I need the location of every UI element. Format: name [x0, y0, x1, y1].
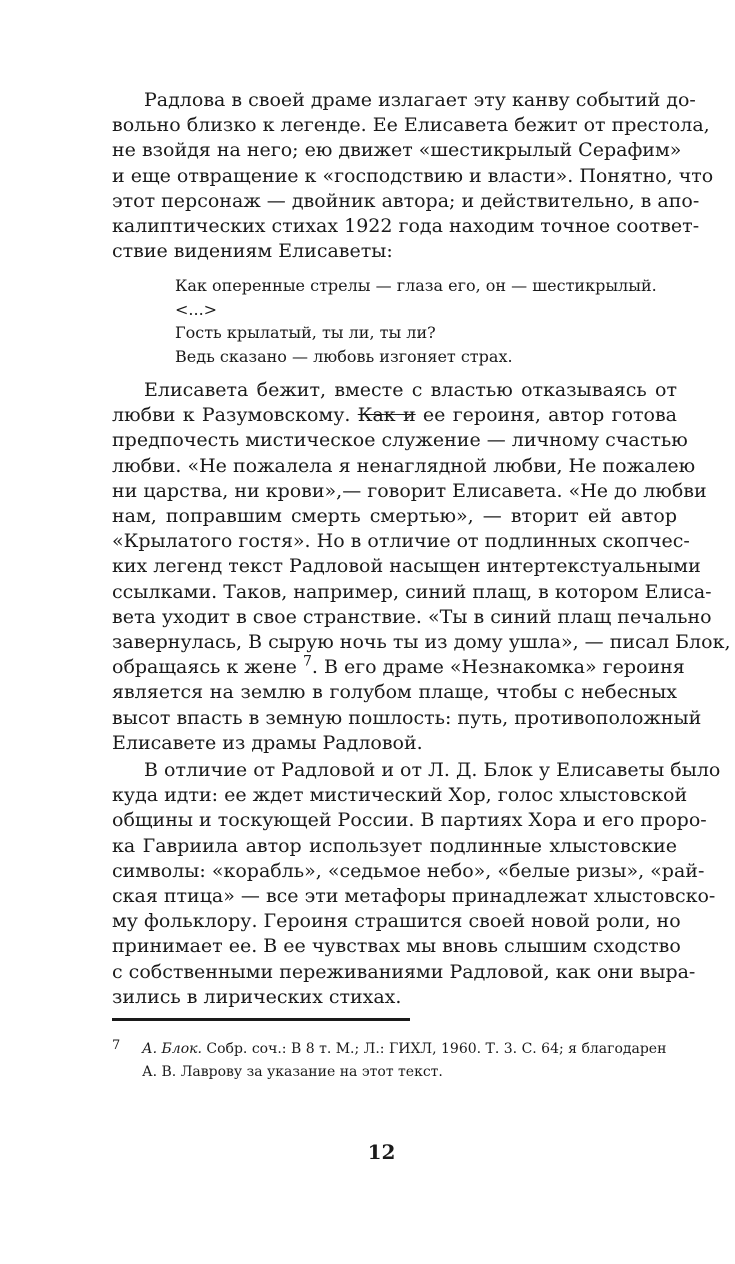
text-run: любви к Разумовскому. — [112, 404, 358, 427]
paragraph-2-line: высот впасть в земную пошлость: путь, противоположный — [112, 706, 702, 729]
struck-text: Как и — [357, 404, 416, 427]
footnote — [112, 1038, 677, 1084]
verse-line: Ведь сказано — любовь изгоняет страх. — [175, 346, 513, 366]
paragraph-1-line: Радлова в своей драме излагает эту канву событий до- — [144, 89, 696, 111]
paragraph-3-line: с собственными переживаниями Радловой, как они выра- — [112, 960, 696, 983]
paragraph-3-line: общины и тоскующей России. В партиях Хора и его проро- — [112, 809, 707, 832]
paragraph-2-line: завернулась, В сырую ночь ты из дому ушла», — писал Блок, — [112, 631, 731, 654]
footnote-body — [112, 1038, 677, 1084]
paragraph-2-line: Елисавета бежит, вместе с властью отказываясь от — [144, 379, 677, 401]
verse-line: <...> — [175, 299, 218, 319]
verse-line: Гость крылатый, ты ли, ты ли? — [175, 323, 436, 342]
paragraph-2-line: нам, поправшим смерть смертью», — вторит ей автор — [112, 505, 677, 528]
paragraph-2-line: предпочесть мистическое служение — личному счастью — [112, 429, 688, 452]
footnote-citation: Собр. соч.: В 8 т. М.; Л.: ГИХЛ, 1960. Т. 3. С. 64; я благодарен — [201, 1041, 667, 1057]
footnote-mark: 7 — [112, 1038, 121, 1053]
text-run: ее героиня, автор готова — [415, 404, 677, 427]
paragraph-1-line: и еще отвращение к «господствию и власти». Понятно, что — [112, 164, 714, 187]
paragraph-1 — [112, 88, 714, 264]
paragraph-3-line: В отличие от Радловой и от Л. Д. Блок у Елисаветы было — [144, 759, 721, 781]
paragraph-1-line: не взойдя на него; ею движет «шестикрылый Серафим» — [112, 139, 682, 162]
paragraph-2-line: Елисавете из драмы Радловой. — [112, 731, 423, 754]
footnote-author: А. Блок. — [142, 1041, 202, 1057]
paragraph-2-line: любви. «Не пожалела я ненаглядной любви, Не пожалею — [112, 454, 696, 477]
footnote-line — [142, 1038, 677, 1061]
text-run: . В его драме «Незнакомка» героиня — [311, 656, 685, 679]
paragraph-2-line: ссылками. Таков, например, синий плащ, в котором Елиса- — [112, 580, 712, 603]
footnote-divider — [112, 1018, 410, 1021]
paragraph-2 — [112, 378, 731, 756]
paragraph-3-line: зились в лирических стихах. — [112, 985, 402, 1008]
paragraph-2-line — [112, 653, 685, 680]
verse-quote — [175, 274, 657, 368]
paragraph-1-line: ствие видениям Елисаветы: — [112, 240, 393, 263]
paragraph-2-line: является на землю в голубом плаще, чтобы с небесных — [112, 681, 677, 704]
paragraph-3-line: ка Гавриила автор использует подлинные хлыстовские — [112, 834, 677, 857]
footnote-reference[interactable]: 7 — [302, 653, 312, 670]
paragraph-3-line: куда идти: ее ждет мистический Хор, голос хлыстовской — [112, 784, 688, 807]
paragraph-3 — [112, 758, 721, 1010]
paragraph-3-line: му фольклору. Героиня страшится своей новой роли, но — [112, 910, 681, 933]
paragraph-2-line: ких легенд текст Радловой насыщен интертекстуальными — [112, 555, 701, 578]
verse-line: Как оперенные стрелы — глаза его, он — шестикрылый. — [175, 276, 657, 295]
paragraph-2-line: «Крылатого гостя». Но в отличие от подлинных скопчес- — [112, 530, 690, 553]
footnote-line: А. В. Лаврову за указание на этот текст. — [142, 1064, 443, 1080]
paragraph-1-line: калиптических стихах 1922 года находим точное соответ- — [112, 215, 700, 238]
paragraph-1-line: этот персонаж — двойник автора; и действительно, в апо- — [112, 189, 700, 212]
text-run: обращаясь к жене — [112, 656, 297, 679]
page-number: 12 — [367, 1140, 396, 1164]
paragraph-3-line: символы: «корабль», «седьмое небо», «белые ризы», «рай- — [112, 859, 705, 882]
paragraph-3-line: ская птица» — все эти метафоры принадлежат хлыстовско- — [112, 885, 716, 908]
paragraph-2-line: ни царства, ни крови»,— говорит Елисавета. «Не до любви — [112, 479, 707, 502]
paragraph-2-line: вета уходит в свое странствие. «Ты в синий плащ печально — [112, 605, 712, 628]
paragraph-3-line: принимает ее. В ее чувствах мы вновь слышим сходство — [112, 935, 681, 958]
paragraph-2-line — [112, 403, 677, 428]
paragraph-1-line: вольно близко к легенде. Ее Елисавета бежит от престола, — [112, 114, 710, 137]
